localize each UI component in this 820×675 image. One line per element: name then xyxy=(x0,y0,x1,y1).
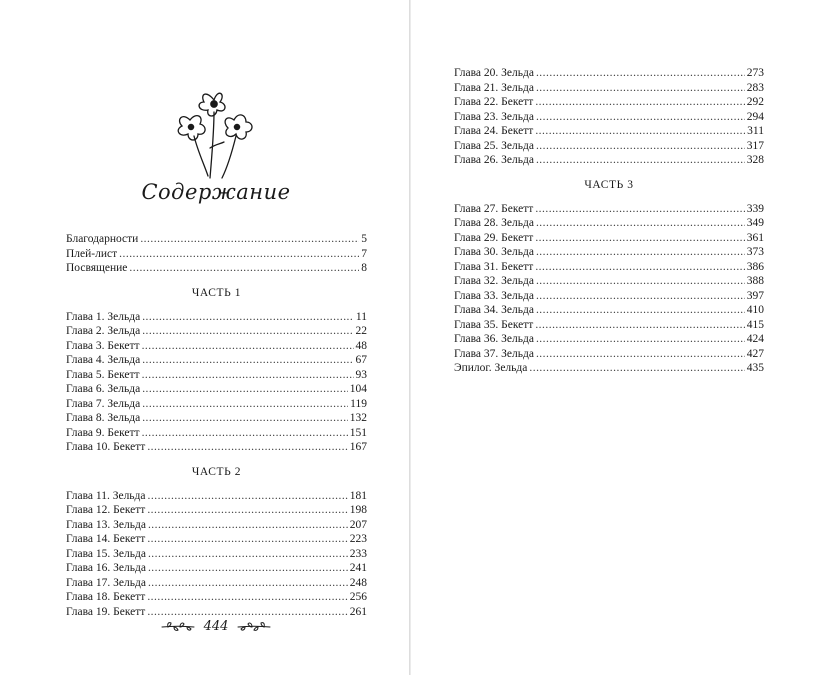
dot-leader xyxy=(535,260,744,275)
entry-label: Глава 10. Бекетт xyxy=(66,441,146,453)
entry-page: 386 xyxy=(746,260,764,273)
entry-label: Глава 9. Бекетт xyxy=(66,426,140,439)
toc-entry xyxy=(454,260,764,275)
entry-page: 435 xyxy=(746,362,764,374)
dot-leader xyxy=(147,532,347,547)
entry-page: 294 xyxy=(746,110,764,123)
toc-entry xyxy=(66,247,367,262)
dot-leader xyxy=(142,368,354,383)
toc-entry xyxy=(66,489,367,504)
entry-page: 317 xyxy=(746,139,764,152)
dot-leader xyxy=(119,247,359,262)
entry-label: Глава 34. Зельда xyxy=(454,304,534,316)
toc-entry xyxy=(454,245,764,260)
toc-entry xyxy=(66,547,367,562)
dot-leader xyxy=(536,153,745,168)
toc-entry xyxy=(454,81,764,96)
dot-leader xyxy=(148,547,348,562)
toc-entry xyxy=(66,232,367,247)
entry-label: Глава 3. Бекетт xyxy=(66,339,140,352)
dot-leader xyxy=(535,95,744,110)
dot-leader xyxy=(148,561,348,576)
entry-label: Глава 2. Зельда xyxy=(66,325,141,337)
entry-page: 167 xyxy=(349,441,367,453)
entry-label: Глава 28. Зельда xyxy=(454,217,534,229)
part-heading: ЧАСТЬ 2 xyxy=(191,465,242,478)
toc-entry xyxy=(66,310,367,325)
toc-entry xyxy=(454,347,764,362)
entry-page: 132 xyxy=(349,412,367,424)
dot-leader xyxy=(536,139,745,154)
entry-page: 256 xyxy=(349,591,367,603)
entry-label: Глава 6. Зельда xyxy=(66,383,141,395)
dot-leader xyxy=(536,81,745,96)
entry-page: 7 xyxy=(361,247,367,260)
dot-leader xyxy=(536,303,745,318)
dot-leader xyxy=(147,590,347,605)
dot-leader xyxy=(535,202,744,217)
entry-page: 241 xyxy=(349,562,367,574)
toc-entry xyxy=(454,332,764,347)
entry-page: 427 xyxy=(746,347,764,360)
toc-entry xyxy=(66,561,367,576)
toc-title: Содержание xyxy=(141,180,291,204)
entry-label: Глава 31. Бекетт xyxy=(454,260,534,273)
dot-leader xyxy=(148,518,348,533)
entry-page: 48 xyxy=(355,339,367,352)
entry-page: 273 xyxy=(746,67,764,79)
dot-leader xyxy=(529,361,744,376)
entry-page: 8 xyxy=(361,262,367,274)
toc-entry xyxy=(66,576,367,591)
dot-leader xyxy=(536,110,745,125)
entry-label: Глава 23. Зельда xyxy=(454,110,534,123)
dot-leader xyxy=(142,382,348,397)
entry-page: 410 xyxy=(746,304,764,316)
toc-entry xyxy=(454,153,764,168)
entry-label: Глава 26. Зельда xyxy=(454,154,534,166)
entry-label: Глава 13. Зельда xyxy=(66,518,146,531)
toc-entry xyxy=(454,216,764,231)
part-heading: ЧАСТЬ 3 xyxy=(584,178,634,191)
dot-leader xyxy=(536,332,745,347)
dot-leader xyxy=(142,411,348,426)
entry-page: 339 xyxy=(746,202,764,215)
dot-leader xyxy=(129,261,359,276)
toc-entry xyxy=(454,231,764,246)
toc-entry xyxy=(454,139,764,154)
entry-label: Глава 32. Зельда xyxy=(454,275,534,287)
dot-leader xyxy=(536,274,745,289)
entry-page: 181 xyxy=(349,489,367,502)
dot-leader xyxy=(535,124,745,139)
entry-page: 93 xyxy=(355,368,367,381)
toc-entry xyxy=(454,202,764,217)
dot-leader xyxy=(535,318,744,333)
entry-page: 223 xyxy=(349,533,367,545)
part-heading: ЧАСТЬ 1 xyxy=(191,286,242,299)
entry-label: Глава 17. Зельда xyxy=(66,576,146,589)
entry-label: Глава 4. Зельда xyxy=(66,354,141,366)
toc-entry xyxy=(66,503,367,518)
toc-entry xyxy=(66,382,367,397)
entry-label: Глава 5. Бекетт xyxy=(66,368,140,381)
dot-leader xyxy=(148,489,348,504)
dot-leader xyxy=(535,231,744,246)
entry-label: Глава 33. Зельда xyxy=(454,289,534,302)
toc-entry xyxy=(454,289,764,304)
entry-page: 311 xyxy=(747,125,764,137)
entry-page: 388 xyxy=(746,275,764,287)
entry-page: 424 xyxy=(746,333,764,345)
poppy-flowers-icon xyxy=(170,72,260,182)
toc-entry xyxy=(454,124,764,139)
entry-label: Глава 25. Зельда xyxy=(454,139,534,152)
dot-leader xyxy=(142,324,353,339)
entry-page: 151 xyxy=(349,426,367,439)
entry-label: Глава 16. Зельда xyxy=(66,562,146,574)
entry-page: 104 xyxy=(349,383,367,395)
entry-label: Глава 37. Зельда xyxy=(454,347,534,360)
entry-label: Глава 19. Бекетт xyxy=(66,605,146,618)
entry-page: 361 xyxy=(746,231,764,244)
toc-entry xyxy=(66,518,367,533)
entry-page: 397 xyxy=(746,289,764,302)
page-folio xyxy=(0,616,432,636)
dot-leader xyxy=(142,353,353,368)
toc-left xyxy=(66,232,367,619)
page-number: 444 xyxy=(203,618,229,634)
entry-page: 22 xyxy=(355,325,367,337)
toc-entry xyxy=(454,110,764,125)
entry-page: 415 xyxy=(746,318,764,331)
dot-leader xyxy=(147,440,347,455)
toc-entry xyxy=(66,324,367,339)
entry-page: 119 xyxy=(350,397,367,410)
sprig-icon xyxy=(236,619,272,633)
entry-label: Глава 30. Зельда xyxy=(454,246,534,258)
dot-leader xyxy=(536,245,745,260)
entry-label: Эпилог. Зельда xyxy=(454,362,528,374)
toc-entry xyxy=(454,361,764,376)
entry-label: Глава 27. Бекетт xyxy=(454,202,534,215)
dot-leader xyxy=(148,576,348,591)
dot-leader xyxy=(536,66,745,81)
entry-label: Глава 29. Бекетт xyxy=(454,231,534,244)
entry-page: 67 xyxy=(355,354,367,366)
dot-leader xyxy=(536,216,745,231)
right-page xyxy=(411,0,820,675)
toc-entry xyxy=(66,411,367,426)
toc-right xyxy=(454,66,764,376)
sprig-icon xyxy=(160,619,196,633)
dot-leader xyxy=(142,339,354,354)
entry-label: Глава 12. Бекетт xyxy=(66,504,146,516)
entry-label: Глава 20. Зельда xyxy=(454,67,534,79)
entry-label: Глава 7. Зельда xyxy=(66,397,141,410)
left-page xyxy=(0,0,409,675)
toc-entry xyxy=(66,339,367,354)
toc-entry xyxy=(454,274,764,289)
entry-label: Глава 22. Бекетт xyxy=(454,96,534,108)
entry-label: Глава 18. Бекетт xyxy=(66,591,146,603)
entry-label: Глава 21. Зельда xyxy=(454,81,534,94)
entry-label: Глава 11. Зельда xyxy=(66,489,146,502)
toc-entry xyxy=(454,303,764,318)
entry-page: 207 xyxy=(349,518,367,531)
toc-entry xyxy=(66,440,367,455)
dot-leader xyxy=(140,232,359,247)
entry-page: 198 xyxy=(349,504,367,516)
entry-label: Глава 24. Бекетт xyxy=(454,125,534,137)
entry-label: Посвящение xyxy=(66,262,128,274)
toc-entry xyxy=(66,590,367,605)
entry-page: 11 xyxy=(355,310,367,323)
entry-page: 292 xyxy=(746,96,764,108)
entry-label: Глава 15. Зельда xyxy=(66,547,146,560)
entry-page: 261 xyxy=(349,605,367,618)
toc-entry xyxy=(454,66,764,81)
entry-label: Благодарности xyxy=(66,233,139,245)
dot-leader xyxy=(142,426,348,441)
entry-page: 5 xyxy=(361,233,367,245)
entry-page: 233 xyxy=(349,547,367,560)
entry-page: 283 xyxy=(746,81,764,94)
toc-entry xyxy=(454,95,764,110)
entry-page: 248 xyxy=(349,576,367,589)
toc-entry xyxy=(66,426,367,441)
toc-entry xyxy=(66,397,367,412)
dot-leader xyxy=(142,397,348,412)
dot-leader xyxy=(536,347,745,362)
toc-entry xyxy=(66,353,367,368)
entry-page: 349 xyxy=(746,217,764,229)
toc-entry xyxy=(454,318,764,333)
entry-label: Глава 35. Бекетт xyxy=(454,318,534,331)
toc-entry xyxy=(66,261,367,276)
entry-label: Глава 14. Бекетт xyxy=(66,533,146,545)
toc-entry xyxy=(66,368,367,383)
toc-entry xyxy=(66,532,367,547)
entry-label: Глава 1. Зельда xyxy=(66,310,141,323)
entry-label: Глава 36. Зельда xyxy=(454,333,534,345)
dot-leader xyxy=(536,289,745,304)
dot-leader xyxy=(147,503,347,518)
entry-label: Глава 8. Зельда xyxy=(66,412,141,424)
entry-label: Плей-лист xyxy=(66,247,118,260)
entry-page: 373 xyxy=(746,246,764,258)
entry-page: 328 xyxy=(746,154,764,166)
dot-leader xyxy=(142,310,354,325)
